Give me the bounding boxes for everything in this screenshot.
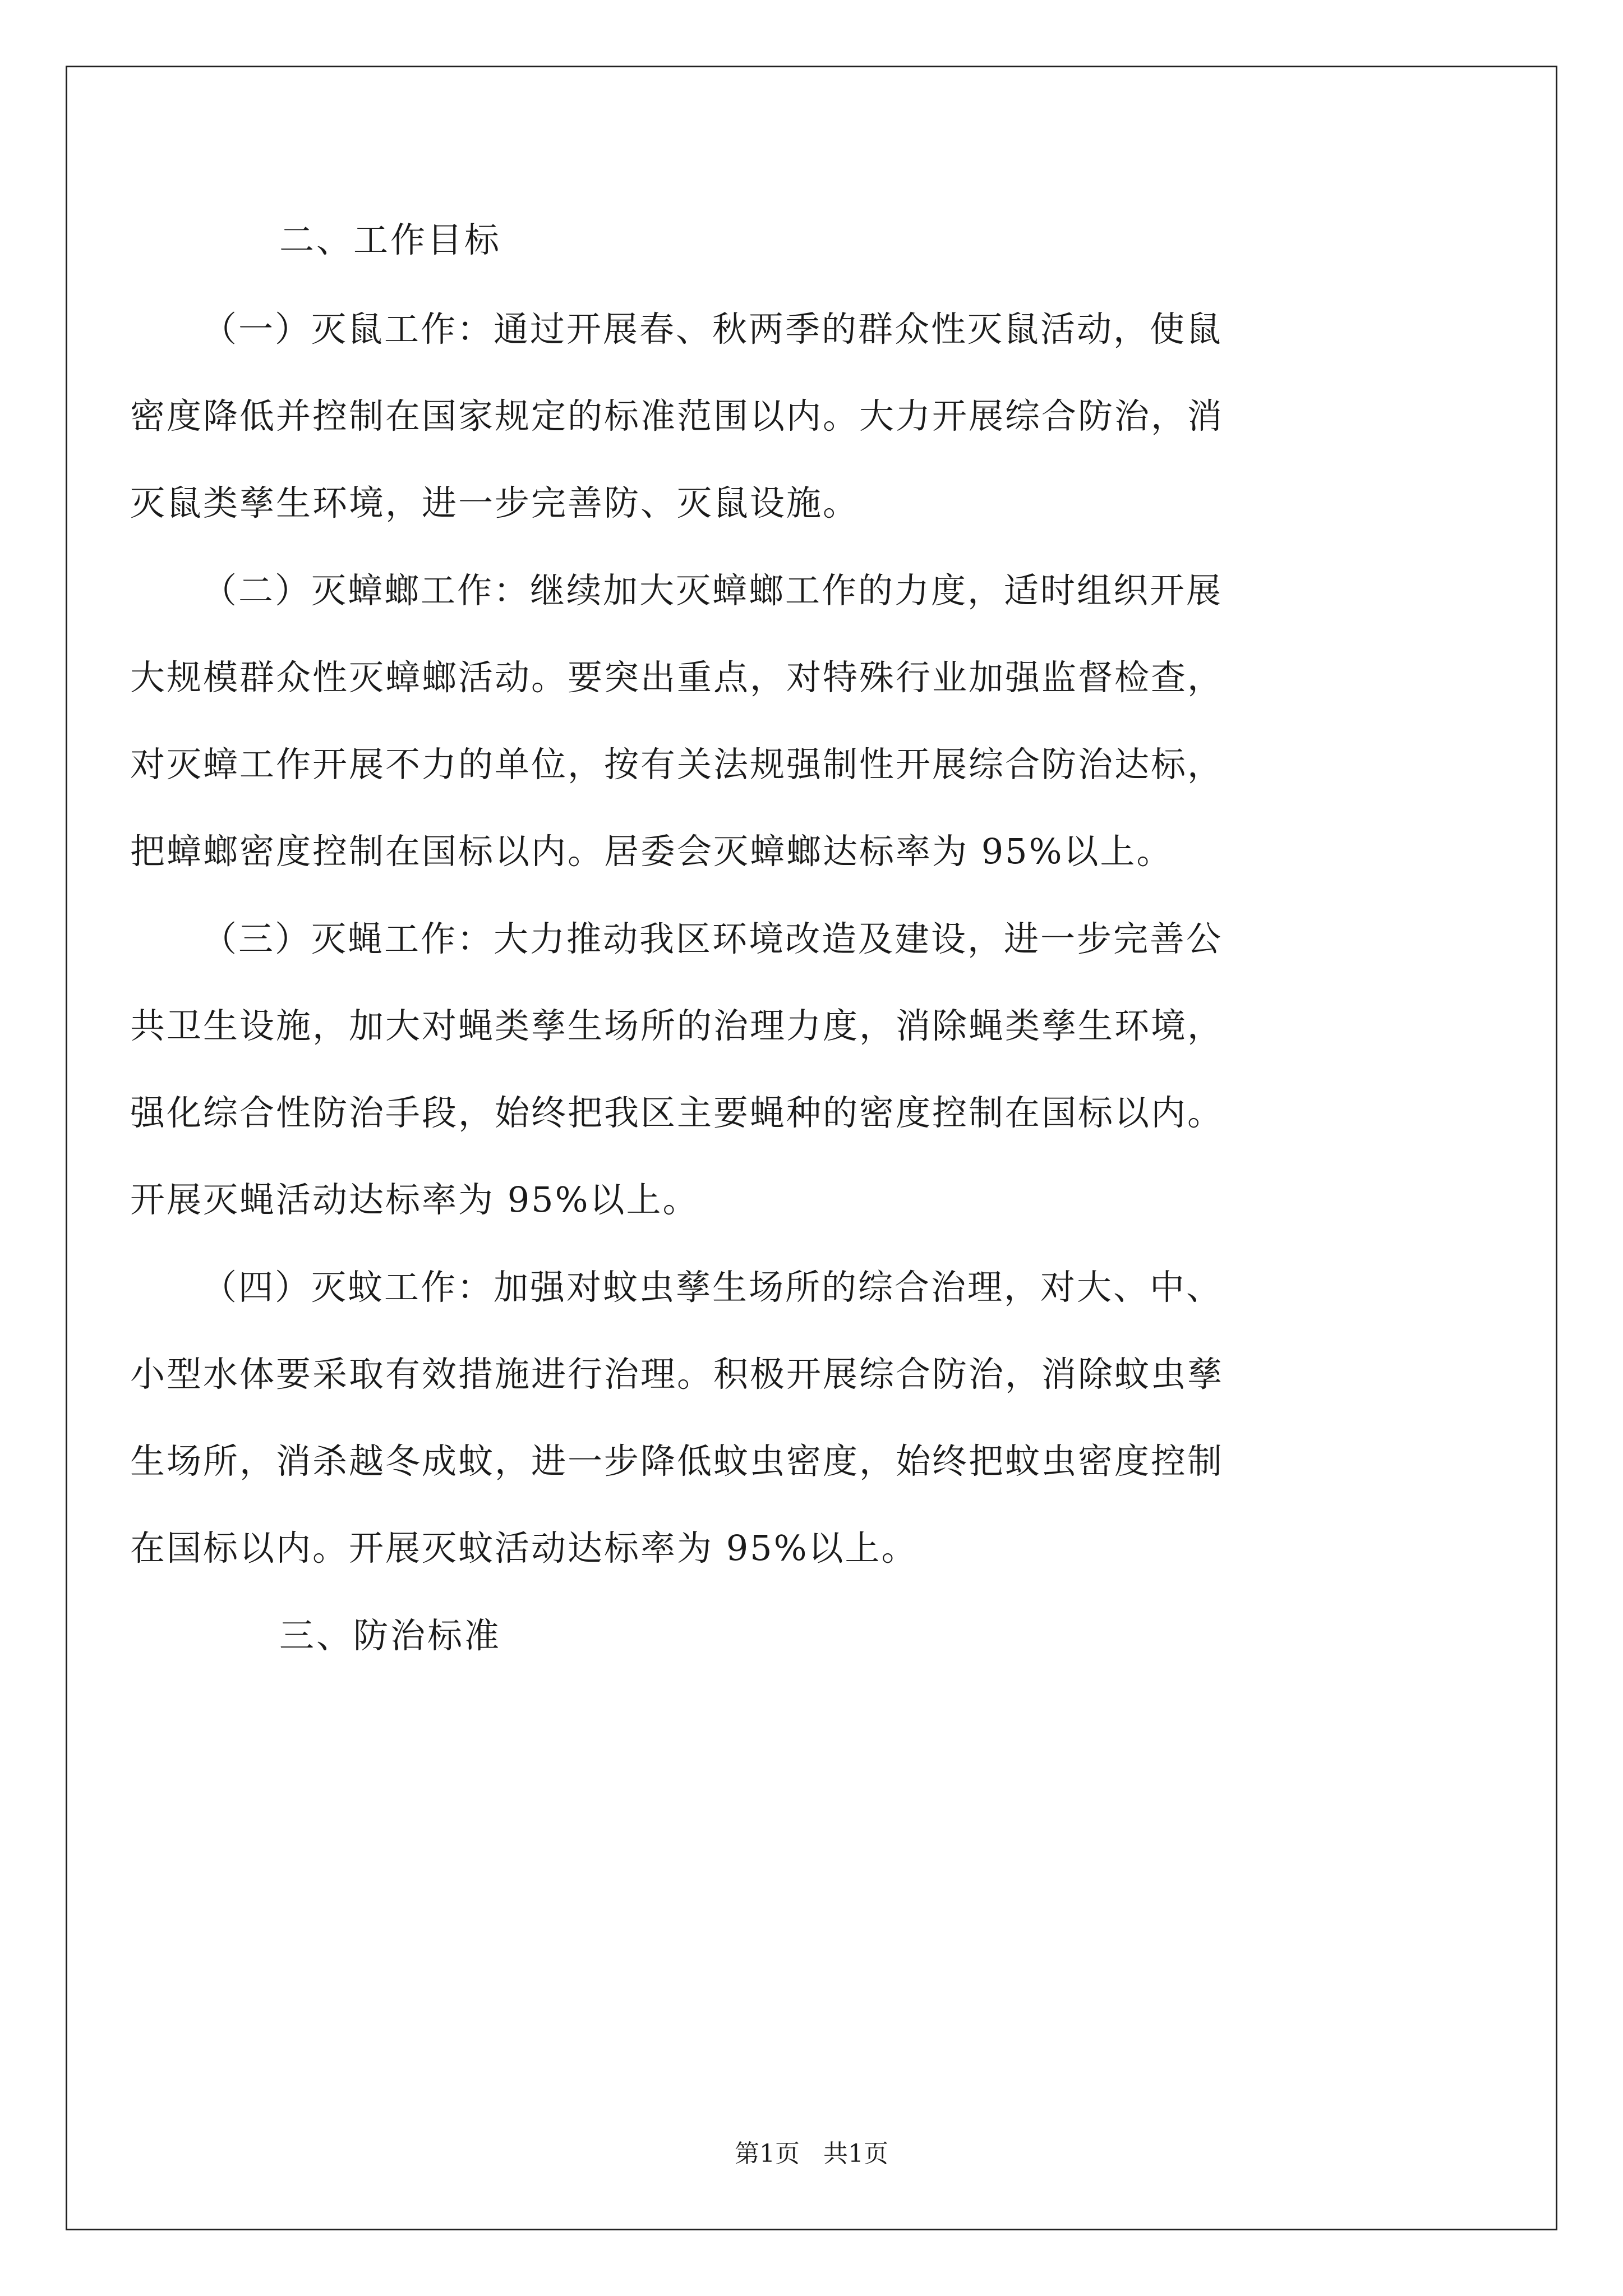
paragraph-line: 密度降低并控制在国家规定的标准范围以内。大力开展综合防治，消 <box>130 395 1224 436</box>
paragraph-line: 大规模群众性灭蟑螂活动。要突出重点，对特殊行业加强监督检查， <box>130 657 1224 698</box>
paragraph-rodent-control <box>130 286 1414 546</box>
document-body <box>130 196 1414 1681</box>
paragraph-line: 在国标以内。开展灭蚊活动达标率为 95%以上。 <box>130 1527 918 1568</box>
paragraph-line: （二）灭蟑螂工作：继续加大灭蟑螂工作的力度，适时组织开展 <box>202 570 1223 611</box>
paragraph-line: （四）灭蚊工作：加强对蚊虫孳生场所的综合治理，对大、中、 <box>202 1267 1223 1308</box>
section-heading-prevention-standards: 三、防治标准 <box>279 1615 502 1656</box>
paragraph-line: 生场所，消杀越冬成蚊，进一步降低蚊虫密度，始终把蚊虫密度控制 <box>130 1441 1224 1481</box>
paragraph-cockroach-control <box>130 547 1414 895</box>
paragraph-line: 强化综合性防治手段，始终把我区主要蝇种的密度控制在国标以内。 <box>130 1092 1224 1133</box>
paragraph-line: （三）灭蝇工作：大力推动我区环境改造及建设，进一步完善公 <box>202 918 1223 959</box>
paragraph-mosquito-control <box>130 1244 1414 1591</box>
page-footer: 第1页 共1页 <box>735 2139 888 2168</box>
paragraph-line: 对灭蟑工作开展不力的单位，按有关法规强制性开展综合防治达标， <box>130 744 1224 785</box>
paragraph-line: 灭鼠类孳生环境，进一步完善防、灭鼠设施。 <box>130 482 860 523</box>
paragraph-line: （一）灭鼠工作：通过开展春、秋两季的群众性灭鼠活动，使鼠 <box>202 309 1223 349</box>
paragraph-fly-control <box>130 895 1414 1243</box>
paragraph-line: 小型水体要采取有效措施进行治理。积极开展综合防治，消除蚊虫孳 <box>130 1354 1224 1395</box>
paragraph-line: 共卫生设施，加大对蝇类孳生场所的治理力度，消除蝇类孳生环境， <box>130 1005 1224 1046</box>
paragraph-line: 把蟑螂密度控制在国标以内。居委会灭蟑螂达标率为 95%以上。 <box>130 831 1173 872</box>
paragraph-line: 开展灭蝇活动达标率为 95%以上。 <box>130 1179 699 1220</box>
section-heading-work-goals: 二、工作目标 <box>279 219 502 260</box>
